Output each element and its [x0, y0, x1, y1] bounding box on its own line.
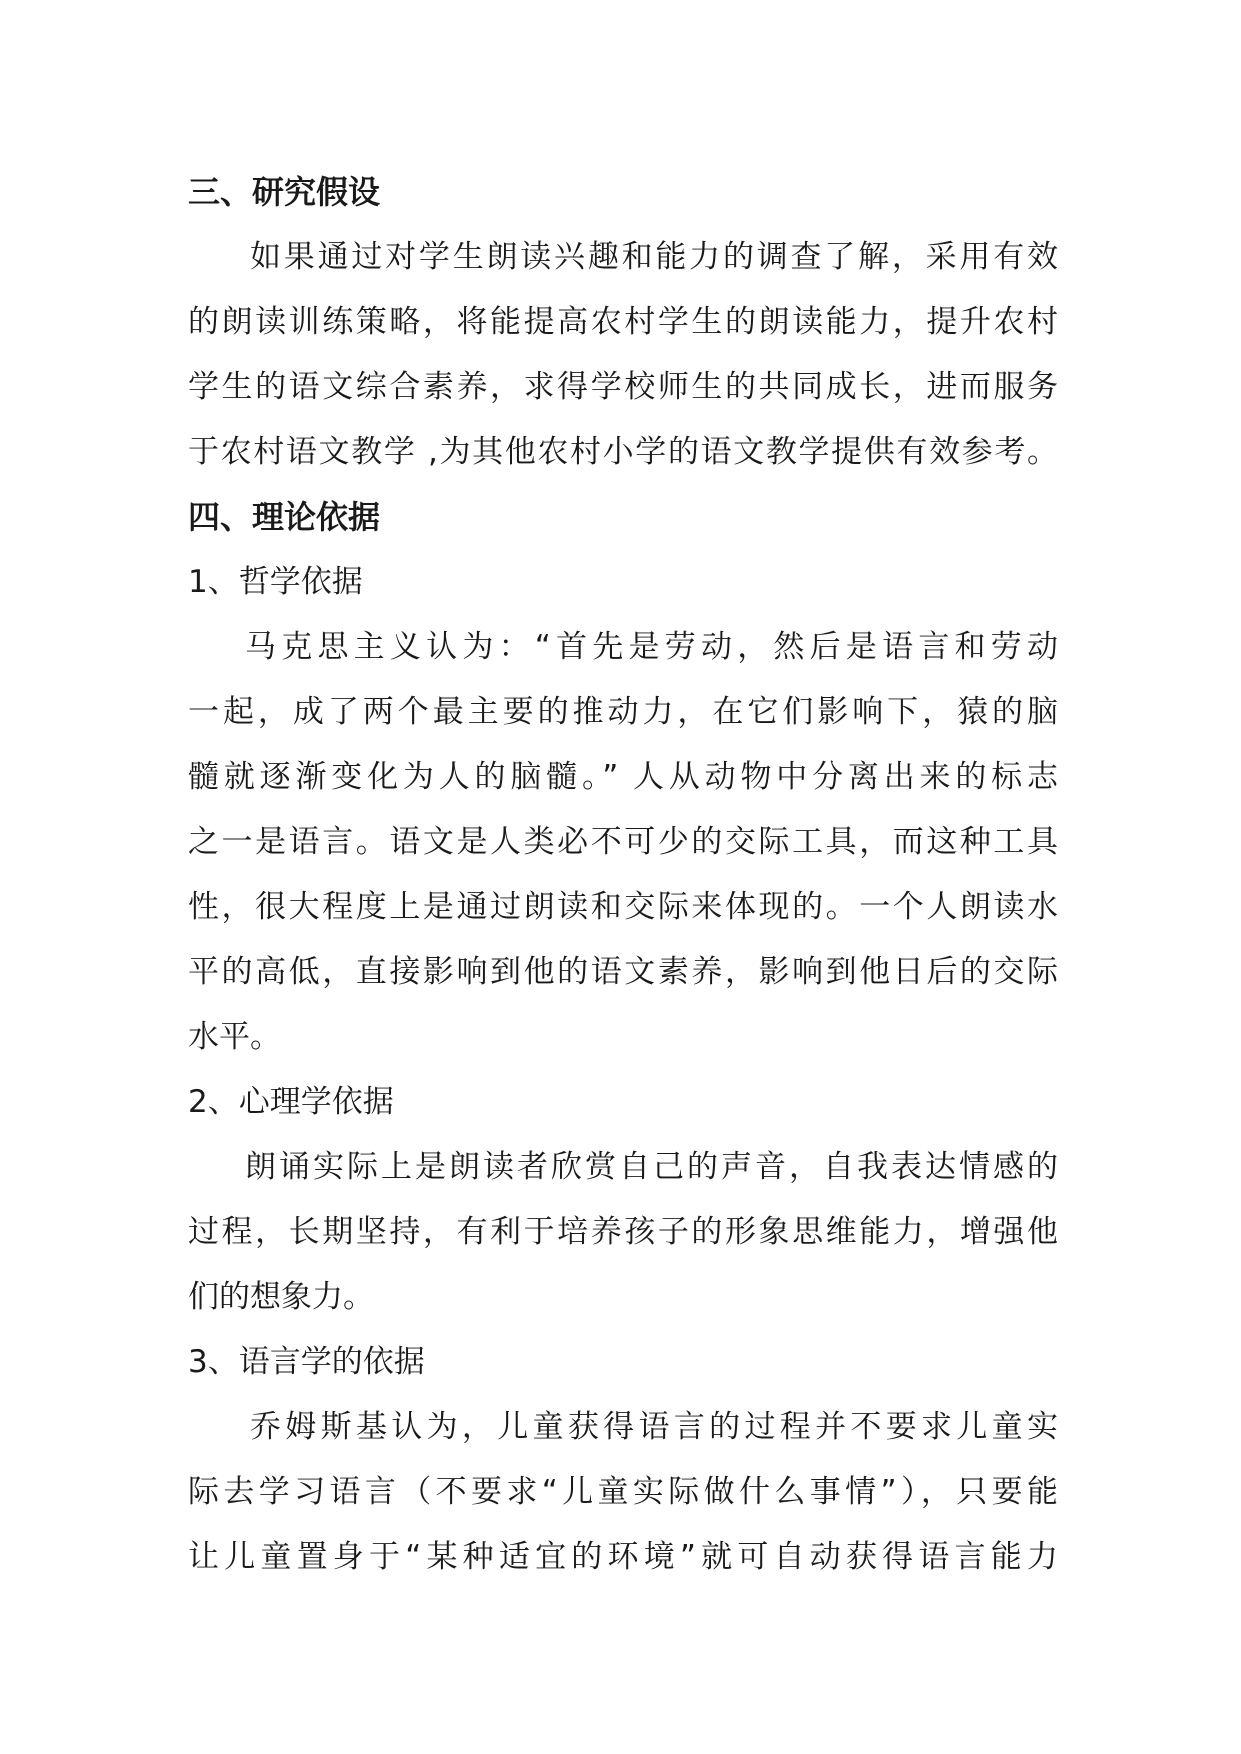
document-page: [188, 160, 1058, 1590]
paragraph-line: 平的高低，直接影响到他的语文素养，影响到他日后的交际: [188, 954, 1058, 990]
paragraph-line: 马克思主义认为：“首先是劳动，然后是语言和劳动: [245, 629, 1058, 665]
paragraph-line: 之一是语言。语文是人类必不可少的交际工具，而这种工具: [188, 824, 1058, 860]
paragraph-line: 如果通过对学生朗读兴趣和能力的调查了解，采用有效: [250, 239, 1058, 275]
paragraph-line: 际去学习语言（不要求“儿童实际做什么事情”），只要能: [188, 1474, 1058, 1510]
paragraph-line: 的朗读训练策略，将能提高农村学生的朗读能力，提升农村: [188, 304, 1058, 340]
subsection-heading-psychology: 2、心理学依据: [188, 1084, 394, 1120]
paragraph-line: 性，很大程度上是通过朗读和交际来体现的。一个人朗读水: [188, 889, 1058, 925]
section-heading-theory: 四、理论依据: [188, 498, 381, 536]
paragraph-line: 乔姆斯基认为，儿童获得语言的过程并不要求儿童实: [250, 1409, 1058, 1445]
paragraph-line: 一起，成了两个最主要的推动力，在它们影响下，猿的脑: [188, 694, 1058, 730]
subsection-heading-linguistics: 3、语言学的依据: [188, 1344, 425, 1380]
paragraph-line: 们的想象力。: [188, 1279, 374, 1315]
paragraph-line: 水平。: [188, 1019, 281, 1055]
paragraph-line: 朗诵实际上是朗读者欣赏自己的声音，自我表达情感的: [245, 1149, 1058, 1185]
section-heading-hypothesis: 三、研究假设: [188, 173, 381, 211]
subsection-heading-philosophy: 1、哲学依据: [188, 564, 363, 600]
paragraph-line: 过程，长期坚持，有利于培养孩子的形象思维能力，增强他: [188, 1214, 1058, 1250]
paragraph-line: 髓就逐渐变化为人的脑髓。” 人从动物中分离出来的标志: [188, 759, 1058, 795]
paragraph-line: 学生的语文综合素养，求得学校师生的共同成长，进而服务: [188, 369, 1058, 405]
paragraph-line: 让儿童置身于“某种适宜的环境”就可自动获得语言能力: [188, 1539, 1058, 1575]
paragraph-line: 于农村语文教学 ,为其他农村小学的语文教学提供有效参考。: [188, 434, 1058, 470]
